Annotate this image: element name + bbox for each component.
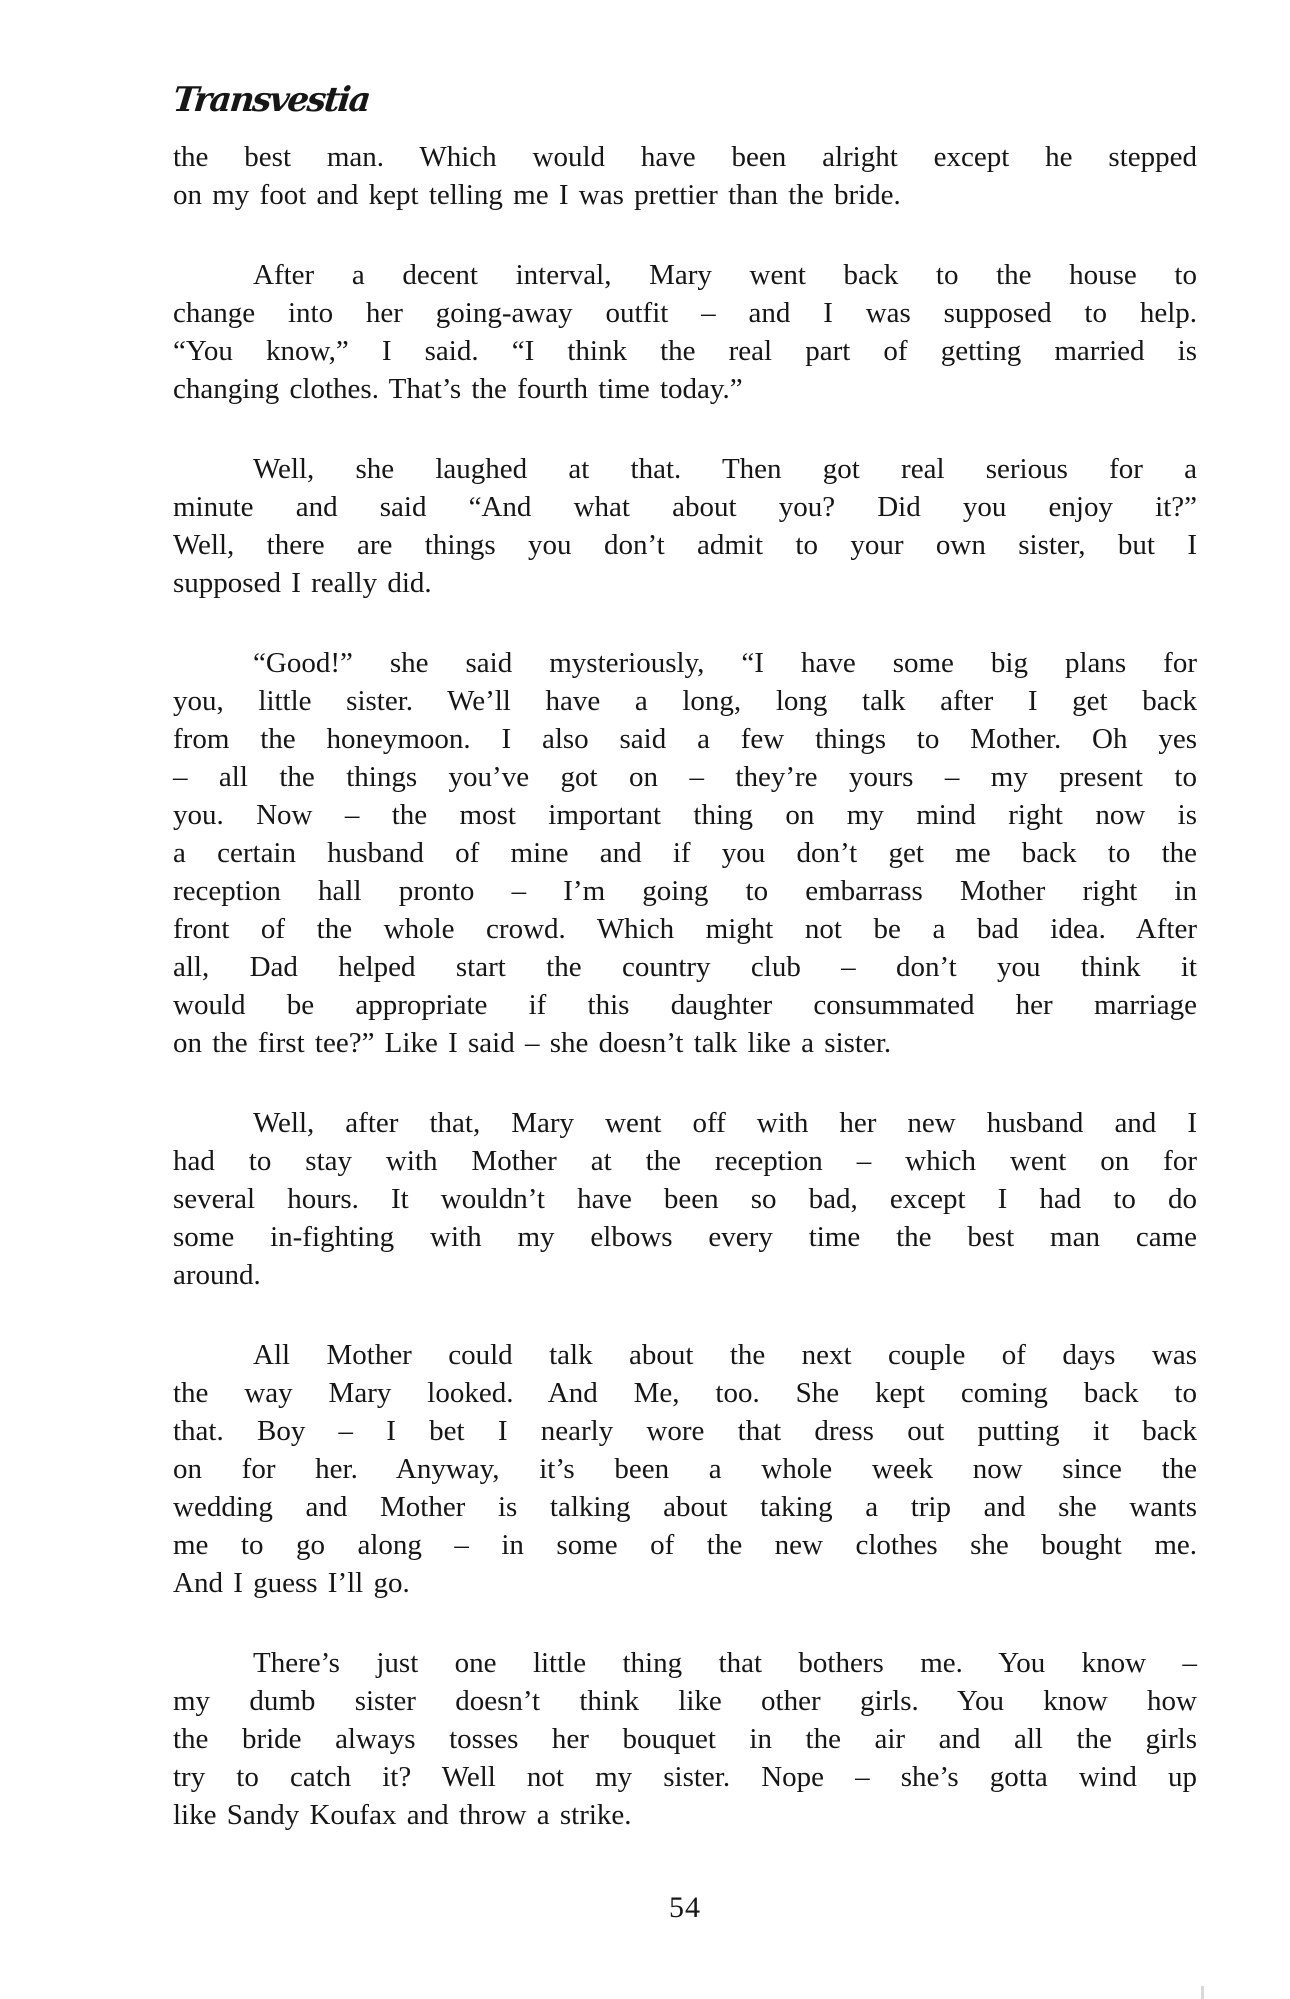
text-line: on for her. Anyway, it’s been a whole week now since the [173,1453,1197,1485]
text-line: on the first tee?” Like I said – she doesn’t talk like a sister. [173,1027,892,1059]
text-line: a certain husband of mine and if you don’t get me back to the [173,837,1197,869]
paragraph [173,256,1197,408]
text-line: you. Now – the most important thing on my mind right now is [173,799,1197,831]
text-line: all, Dad helped start the country club – don’t you think it [173,951,1197,983]
text-line: had to stay with Mother at the reception – which went on for [173,1145,1197,1177]
text-line: like Sandy Koufax and throw a strike. [173,1799,632,1831]
text-line: wedding and Mother is talking about taking a trip and she wants [173,1491,1197,1523]
text-line: All Mother could talk about the next couple of days was [253,1339,1197,1371]
paragraph [173,1104,1197,1294]
text-line: on my foot and kept telling me I was prettier than the bride. [173,179,901,211]
paragraph [173,644,1197,1062]
text-line: some in-fighting with my elbows every time the best man came [173,1221,1197,1253]
paragraph [173,450,1197,602]
text-line: my dumb sister doesn’t think like other girls. You know how [173,1685,1197,1717]
text-line: Well, there are things you don’t admit to your own sister, but I [173,529,1197,561]
text-line: supposed I really did. [173,567,432,599]
text-line: around. [173,1259,261,1291]
paragraph [173,1644,1197,1834]
text-line: Well, she laughed at that. Then got real serious for a [253,453,1197,485]
page-body [173,138,1197,1834]
text-line: the bride always tosses her bouquet in the air and all the girls [173,1723,1197,1755]
text-line: several hours. It wouldn’t have been so bad, except I had to do [173,1183,1197,1215]
text-line: would be appropriate if this daughter consummated her marriage [173,989,1197,1021]
text-line: “Good!” she said mysteriously, “I have some big plans for [253,647,1197,679]
text-line: – all the things you’ve got on – they’re yours – my present to [173,761,1197,793]
text-line: that. Boy – I bet I nearly wore that dress out putting it back [173,1415,1197,1447]
text-line: Well, after that, Mary went off with her new husband and I [253,1107,1197,1139]
text-line: “You know,” I said. “I think the real part of getting married is [173,335,1197,367]
text-line: change into her going-away outfit – and I was supposed to help. [173,297,1197,329]
text-line: front of the whole crowd. Which might not be a bad idea. After [173,913,1197,945]
text-line: changing clothes. That’s the fourth time today.” [173,373,743,405]
text-line: After a decent interval, Mary went back to the house to [253,259,1197,291]
scan-artifact-mark [1201,1986,1204,1999]
text-line: the way Mary looked. And Me, too. She kept coming back to [173,1377,1197,1409]
page-number: 54 [669,1891,701,1924]
text-line: from the honeymoon. I also said a few things to Mother. Oh yes [173,723,1197,755]
text-line: minute and said “And what about you? Did you enjoy it?” [173,491,1197,523]
paragraph [173,138,1197,214]
text-line: There’s just one little thing that bothers me. You know – [253,1647,1197,1679]
paragraph [173,1336,1197,1602]
magazine-title: Transvestia [171,80,372,120]
text-line: try to catch it? Well not my sister. Nope – she’s gotta wind up [173,1761,1197,1793]
text-line: you, little sister. We’ll have a long, long talk after I get back [173,685,1197,717]
text-line: me to go along – in some of the new clothes she bought me. [173,1529,1197,1561]
text-line: reception hall pronto – I’m going to embarrass Mother right in [173,875,1197,907]
text-line: And I guess I’ll go. [173,1567,410,1599]
text-line: the best man. Which would have been alright except he stepped [173,141,1197,173]
